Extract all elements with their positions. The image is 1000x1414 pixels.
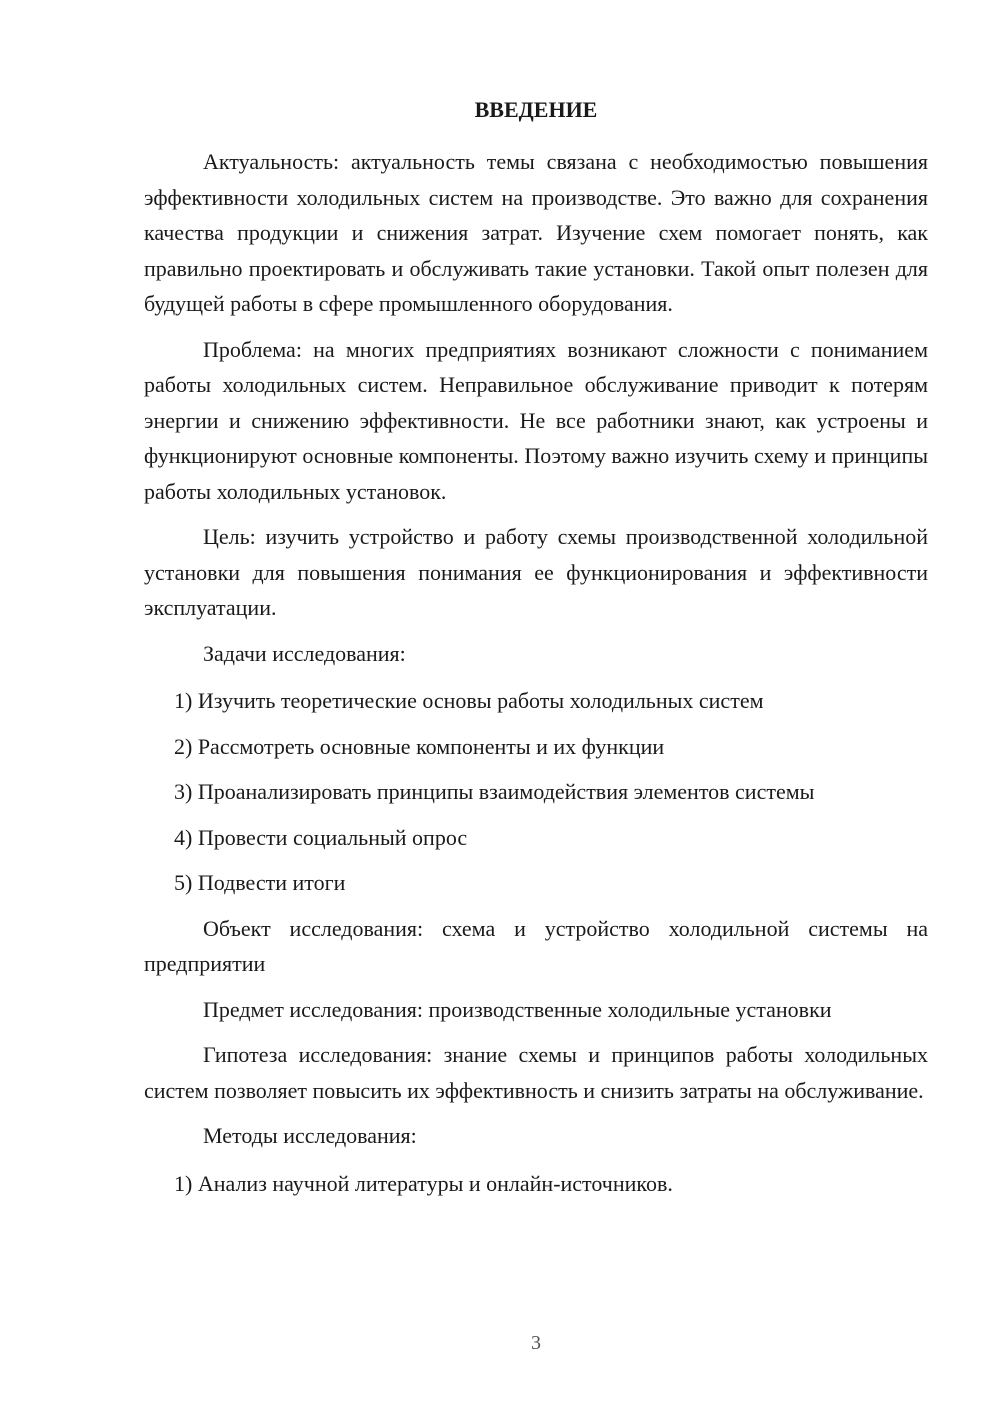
list-item: 1) Изучить теоретические основы работы холодильных систем	[174, 688, 764, 713]
list-item: 1) Анализ научной литературы и онлайн-источников.	[174, 1170, 673, 1196]
paragraph-relevance: Актуальность: актуальность темы связана с необходимостью повышения эффективности холодильных систем на производстве. Это важно для сохранения качества продукции и снижения затрат. Изучение схем помогает понять, как правильно проектировать и обслуживать такие установки. Такой опыт полезен для будущей работы в сфере промышленного оборудования.	[144, 149, 928, 316]
list-item: 5) Подвести итоги	[174, 870, 346, 895]
document-page	[144, 90, 928, 1211]
list-item: 3) Проанализировать принципы взаимодействия элементов системы	[174, 779, 815, 804]
paragraph-subject: Предмет исследования: производственные холодильные установки	[203, 996, 832, 1022]
methods-heading: Методы исследования:	[203, 1123, 417, 1148]
methods-list	[144, 1166, 928, 1202]
list-item: 4) Провести социальный опрос	[174, 824, 468, 850]
tasks-heading: Задачи исследования:	[203, 640, 406, 666]
paragraph-object: Объект исследования: схема и устройство холодильной системы на предприятии	[144, 915, 928, 976]
section-title: ВВЕДЕНИЕ	[474, 97, 598, 122]
tasks-list	[144, 683, 928, 901]
paragraph-hypothesis: Гипотеза исследования: знание схемы и принципов работы холодильных систем позволяет повысить их эффективность и снизить затраты на обслуживание.	[144, 1042, 928, 1103]
paragraph-goal: Цель: изучить устройство и работу схемы производственной холодильной установки для повышения понимания ее функционирования и эффективности эксплуатации.	[144, 524, 928, 620]
list-item: 2) Рассмотреть основные компоненты и их функции	[174, 733, 665, 759]
page-number: 3	[531, 1332, 541, 1354]
paragraph-problem: Проблема: на многих предприятиях возникают сложности с пониманием работы холодильных систем. Неправильное обслуживание приводит к потерям энергии и снижению эффективности. Не все работники знают, как устроены и функционируют основные компоненты. Поэтому важно изучить схему и принципы работы холодильных установок.	[144, 336, 928, 504]
